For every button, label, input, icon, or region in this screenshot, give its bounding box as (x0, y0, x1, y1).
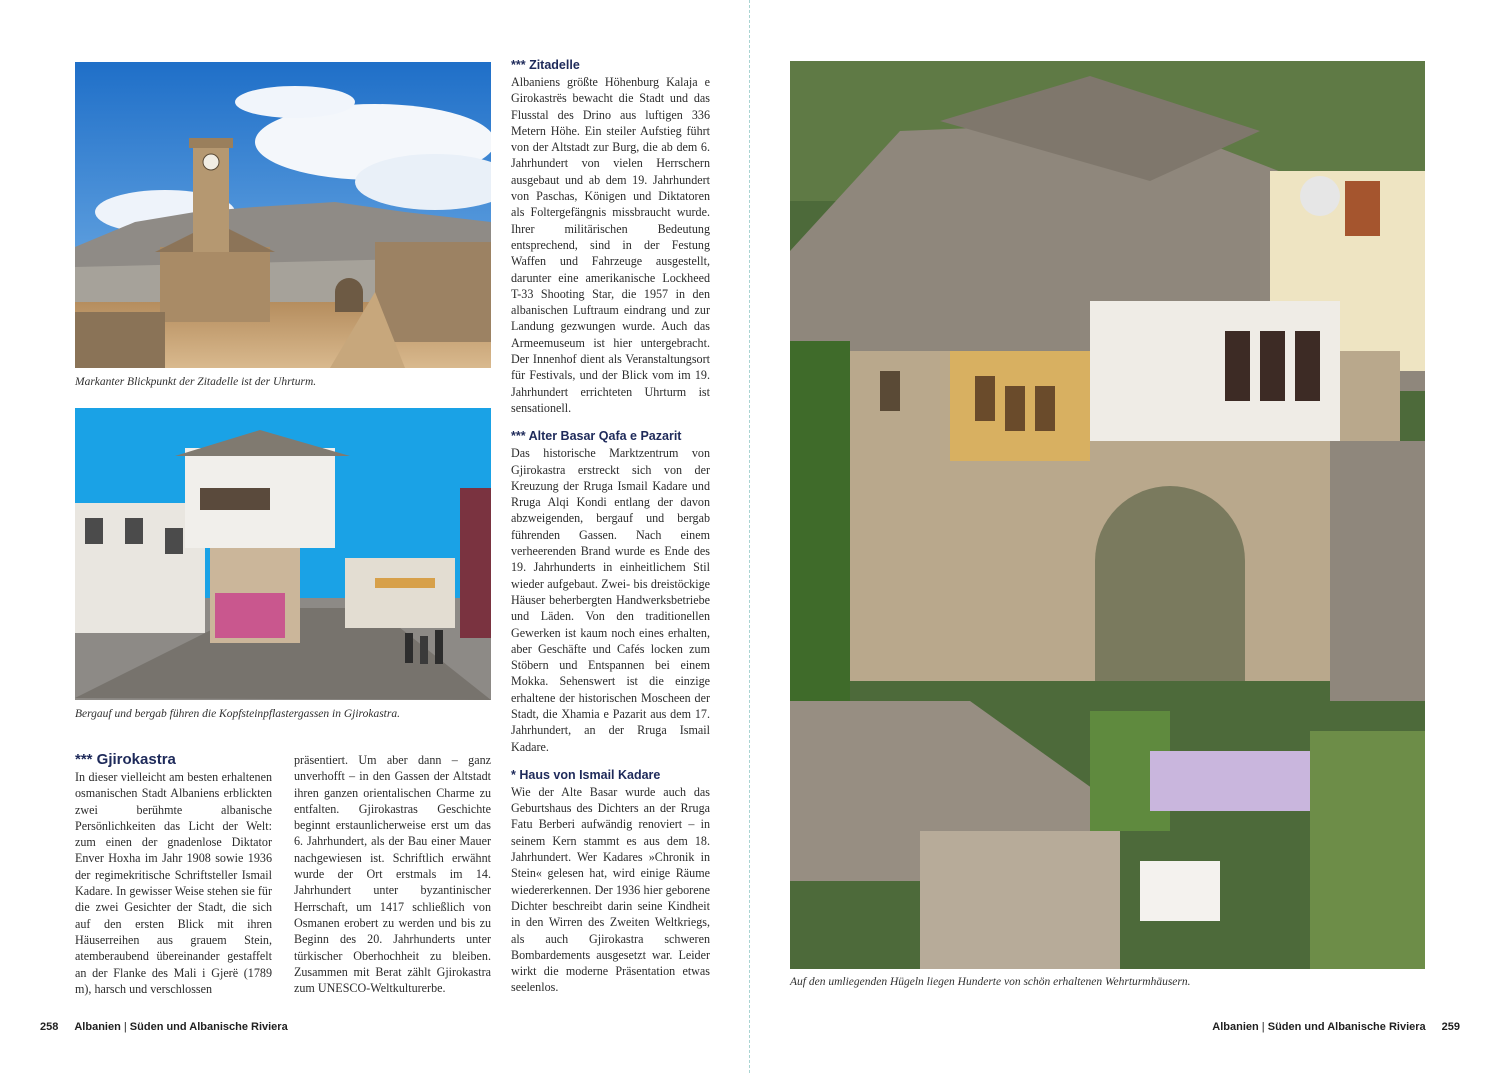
body-text: Albaniens größte Höhenburg Kalaja e Girokastrës bewacht die Stadt und das Flusstal des Drino aus luftigen 336 Metern Höhe. Ein steiler Aufstieg führt von der Altstadt zur Burg, die ab dem 6. Jahrhundert von vielen Herrschern ausgebaut und ab dem 19. Jahrhundert von Paschas, Königen und Diktatoren als Foltergefängnis missbraucht wurde. Ihrer militärischen Bedeutung entsprechend, sind in der Festung Waffen und Fahrzeuge ausgestellt, darunter eine amerikanische Lockheed T-33 Shooting Star, die 1957 in den albanischen Luftraum eindrang und zur Landung gezwungen wurde. Auch das Armeemuseum ist hier untergebracht. Der Innenhof dient als Veranstaltungsort für Festivals, und der Blick vom im 19. Jahrhundert errichteten Uhrturm ist sensationell. (511, 75, 710, 415)
text-column-gjirokastra-2 (294, 752, 491, 996)
section-heading-kadare: * Haus von Ismail Kadare (511, 767, 661, 782)
page-footer-right (1212, 1020, 1476, 1034)
footer-region: Albanien (74, 1021, 121, 1033)
page-spine (749, 0, 750, 1073)
body-text: präsentiert. Um aber dann – ganz unverhofft – in den Gassen der Altstadt ihren ganzen orientalischen Charme zu entfalten. Gjirokastras Geschichte beginnt erstaunlicherweise erst um das 6. Jahrhundert, als der Bau einer Mauer nachgewiesen ist. Schriftlich erwähnt wurde der Ort erstmals im 14. Jahrhundert unter byzantinischer Herrschaft, um 1417 schließlich von Osmanen erobert zu werden und bis zu Beginn des 20. Jahrhunderts unter türkischer Oberhochheit zu bleiben. Zusammen mit Berat zählt Gjirokastra zum UNESCO-Weltkulturerbe. (294, 753, 491, 996)
text-column-gjirokastra-1 (75, 750, 272, 997)
footer-section: Süden und Albanische Riviera (1267, 1021, 1426, 1033)
page-number: 259 (1441, 1021, 1460, 1033)
footer-separator: | (1258, 1021, 1268, 1033)
section-heading-basar: *** Alter Basar Qafa e Pazarit (511, 429, 682, 444)
bazaar-street-photo (75, 408, 491, 700)
footer-region: Albanien (1212, 1021, 1259, 1033)
page-footer-left (24, 1020, 288, 1034)
photo-caption: Bergauf und bergab führen die Kopfsteinpflastergassen in Gjirokastra. (75, 708, 400, 720)
footer-section: Süden und Albanische Riviera (129, 1021, 288, 1033)
footer-separator: | (120, 1021, 130, 1033)
tower-houses-photo (790, 61, 1425, 969)
body-text: In dieser vielleicht am besten erhaltenen osmanischen Stadt Albaniens erblickten zwei berühmte albanische Persönlichkeiten das Licht der Welt: zum einen der gnadenlose Diktator Enver Hoxha im Jahr 1908 sowie 1936 der regimekritische Schriftsteller Ismail Kadare. In gewisser Weise stehen sie für die zwei Gesichter der Stadt, die sich auf den ersten Blick mit ihren Häuserreihen aus grauem Stein, atemberaubend übereinander gestaffelt an der Flanke des Mali i Gjerë (1789 m), harsch und verschlossen (75, 770, 272, 996)
citadel-clocktower-photo (75, 62, 491, 368)
photo-caption: Markanter Blickpunkt der Zitadelle ist der Uhrturm. (75, 376, 317, 388)
photo-caption: Auf den umliegenden Hügeln liegen Hunderte von schön erhaltenen Wehrturmhäusern. (790, 976, 1191, 988)
section-heading-zitadelle: *** Zitadelle (511, 58, 580, 72)
page-number: 258 (40, 1021, 59, 1033)
text-column-right (511, 57, 710, 996)
body-text: Wie der Alte Basar wurde auch das Geburtshaus des Dichters an der Rruga Fatu Berberi aufwändig renoviert – in seinem Kern stammt es aus dem 18. Jahrhundert. Wer Kadares »Chronik in Stein« gelesen hat, wird einige Räume wiedererkennen. Der 1936 hier geborene Dichter beschreibt darin seine Kindheit in den Wirren des Zweiten Weltkriegs, als auch Gjirokastra schweren Bombardements ausgesetzt war. Leider wirkt die moderne Präsentation etwas seelenlos. (511, 784, 710, 995)
body-text: Das historische Marktzentrum von Gjirokastra erstreckt sich von der Kreuzung der Rruga Ismail Kadare und Rruga Alqi Kondi entlang der davon abzweigenden, bergauf und bergab führenden Gassen. Nach einem verheerenden Brand wurde es Ende des 19. Jahrhunderts in einheitlichem Stil wieder aufgebaut. Zwei- bis dreistöckige Häuser beherbergten Handwerksbetriebe und Läden. Von den traditionellen Gewerken ist kaum noch eines erhalten, aber Geschäfte und Cafés locken zum Stöbern und Entspannen bei einem Mokka. Sehenswert ist die einzige erhaltene der historischen Moscheen der Stadt, die Xhamia e Pazarit aus dem 17. Jahrhundert, an der Rruga Ismail Kadare. (511, 446, 710, 754)
section-heading-gjirokastra: *** Gjirokastra (75, 751, 176, 768)
